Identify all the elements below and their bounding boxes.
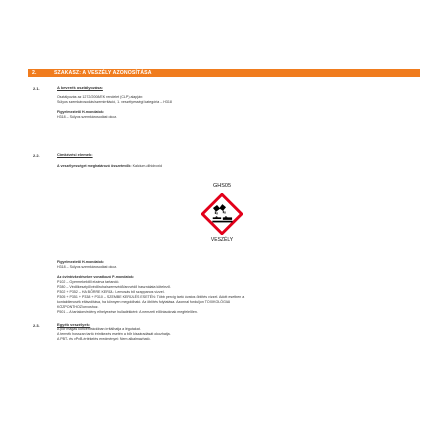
p-statement: P102 – Gyermekektől elzárva tartandó. (57, 280, 120, 284)
subsection-2-1 (57, 85, 407, 120)
section-header-bar (28, 69, 420, 77)
subsection-title: Címkézési elemek: (57, 152, 93, 157)
p-statement: P501 – A tartalom/edény elhelyezése hulladékként: A nemzeti előírásoknak megfelelően. (57, 310, 198, 314)
hazard-component-label: A veszélyességet meghatározó összetevők: (57, 164, 132, 168)
section-number: 2. (32, 70, 37, 76)
subsection-number-2-1: 2.1. (33, 86, 40, 91)
corrosion-icon (201, 193, 243, 235)
subsection-title: Egyéb veszélyek: (57, 322, 91, 327)
subsection-2-2-statements (57, 260, 407, 315)
signal-word: VESZÉLY (210, 237, 234, 243)
subsection-number-2-2: 2.2. (33, 153, 40, 158)
p-statement: P305 + P351 + P338 + P310 – SZEMBE KERÜLÉS ESETÉN: Több percig tartó óvatos öblítés vízzel. Adott esetben a (57, 295, 245, 299)
p-statement: kontaktlencsék eltávolítása, ha könnyen megoldható. Az öblítés folytatása. Azonnal forduljon TOXIKOLÓGIAI (57, 300, 231, 304)
section-title: SZAKASZ: A VESZÉLY AZONOSÍTÁSA (54, 70, 152, 76)
hazard-component-value: Kalcium-dihidroxid (132, 164, 162, 168)
other-hazard-line: A PBT- és vPvB-értékelés eredményei: Nem alkalmazható. (57, 337, 151, 341)
subsection-title: A keverék osztályozása: (57, 85, 103, 90)
subsection-2-2 (57, 152, 407, 169)
p-statement: KÖZPONTHOZ/orvoshoz. (57, 305, 99, 309)
p-statement: P302 + P352 – HA BŐRRE KERÜL: Lemosás bő szappanos vízzel. (57, 290, 165, 294)
p-statements-label: Az óvintézkedésekre vonatkozó P-mondatok: (57, 275, 135, 279)
classification-line: Súlyos szemkárosodás/szemirritáció, 1. veszélyességi kategória – H318 (57, 100, 172, 104)
h-statements-label: Figyelmeztető H-mondatok: (57, 110, 105, 114)
subsection-2-3 (57, 322, 407, 342)
other-hazard-line: A por magas koncentrációban irritálhatja a légutakat. (57, 327, 141, 331)
h-statement: H318 – Súlyos szemkárosodást okoz. (57, 265, 118, 269)
subsection-number-2-3: 2.3. (33, 323, 40, 328)
h-statement: H318 – Súlyos szemkárosodást okoz. (57, 115, 118, 119)
other-hazard-line: A termék hosszan tartó érintkezés esetén a bőr kiszáradását okozhatja. (57, 332, 171, 336)
p-statement: P280 – Védőkesztyű/védőruha/szemvédő/arcvédő használata kötelező. (57, 285, 171, 289)
h-statements-label: Figyelmeztető H-mondatok: (57, 260, 105, 264)
classification-line: Osztályozás az 1272/2008/EK rendelet (CLP) alapján: (57, 95, 144, 99)
ghs-code: GHS05 (212, 183, 232, 189)
